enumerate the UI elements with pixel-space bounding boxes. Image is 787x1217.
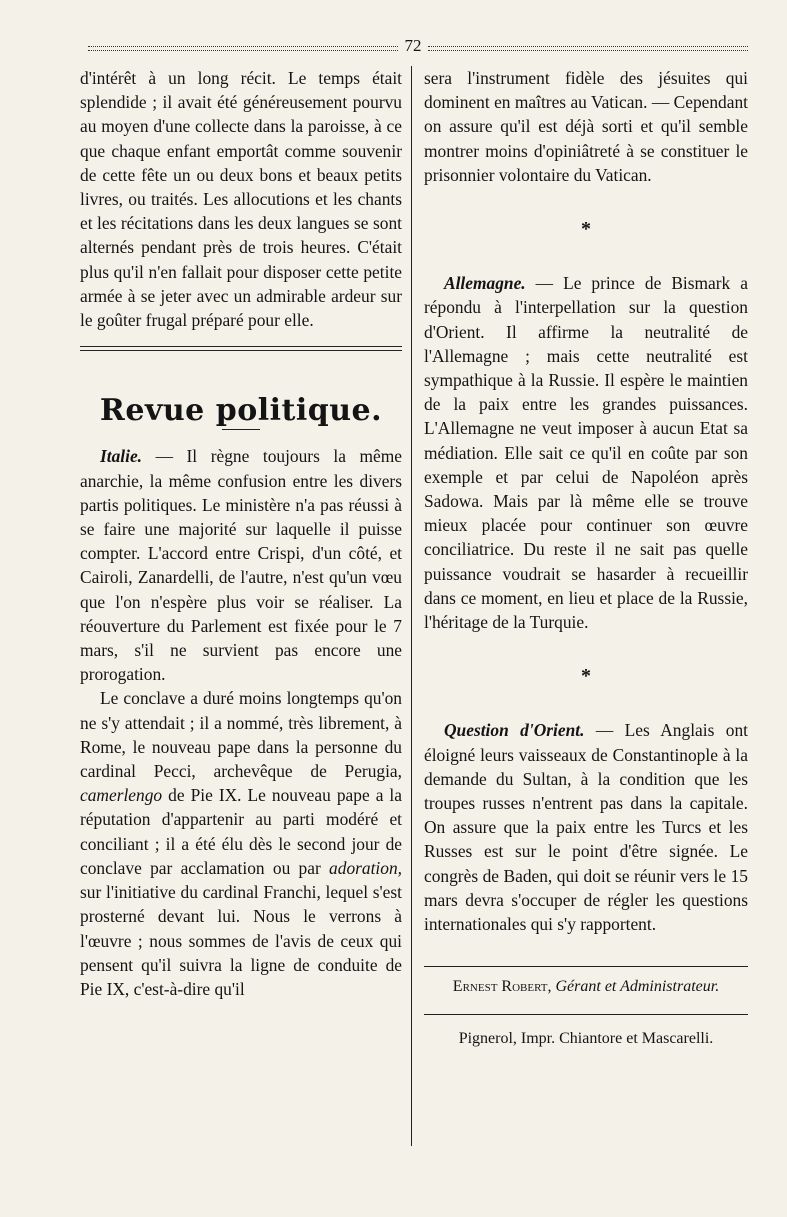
conclave-italic-2: adoration, [329, 857, 402, 878]
asterisk-separator-1: * [581, 218, 591, 241]
header-rule-left [88, 46, 398, 51]
section-title: Revue politique. [99, 393, 383, 429]
page-header [88, 36, 748, 56]
gerant-name: Ernest Robert, [452, 978, 552, 996]
conclave-paragraph [80, 686, 402, 1001]
orient-text: — Les Anglais ont éloigné leurs vaisseaux de Constantinople à la demande du Sultan, à la condition que les troupes russes n'entrent pas dans la capitale. On assure que la paix entre les Turcs et les Russes est sur le point d'être signée. Le congrès de Baden, qui doit se réunir vers le 15 mars devra s'occuper de régler les questions internationales qui s'y rapportent. [424, 720, 748, 935]
header-rule-right [428, 46, 748, 51]
italie-heading: Italie. [100, 446, 143, 467]
intro-paragraph: d'intérêt à un long récit. Le temps était splendide ; il avait été généreusement pourvu au moyen d'une collecte dans la paroisse, à ce que chaque enfant emportât comme souvenir de cette fête un ou deux bons et beaux petits livres, ou traités. Les allocutions et les chants et les récitations dans les deux langues se sont alternés pendant près de trois heures. C'était plus qu'il n'en fallait pour disposer cette petite armée à se jeter avec un admirable ardeur sur le goûter frugal préparé pour elle. [80, 68, 402, 331]
orient-paragraph [424, 718, 748, 936]
conclave-text-3: sur l'initiative du cardinal Franchi, lequel s'est prosterné devant lui. Nous le verrons à l'œuvre ; nous sommes de l'avis de ceux qui pensent qu'il suivra la ligne de conduite de Pie IX, c'est-à-dire qu'il [80, 882, 402, 999]
printer-line: Pignerol, Impr. Chiantore et Mascarelli. [458, 1029, 714, 1047]
italie-paragraph [80, 444, 402, 686]
allemagne-text: — Le prince de Bismark a répondu à l'interpellation sur la question d'Orient. Il affirme la neutralité de l'Allemagne ; mais cette neutralité est sympathique à la Russie. Il espère le maintien de la paix entre les grandes puissances. L'Allemagne ne veut imposer à aucun Etat sa médiation. Elle sait ce qu'il en coûte par son exemple et par celui de Napoléon après Sadowa. Mais par là même elle se trouve mieux placée pour continuer son œuvre conciliatrice. Du reste il ne sait pas quelle puissance voudrait se hasarder à recueillir dans ce moment, en lieu et place de la Russie, l'héritage de la Turquie. [424, 273, 748, 633]
column-divider [411, 66, 412, 1146]
conclave-text-1: Le conclave a duré moins longtemps qu'on ne s'y attendait ; il a nommé, très librement, à Rome, le nouveau pape dans la personne du cardinal Pecci, archevêque de Perugia, [80, 688, 402, 782]
right-column [424, 66, 748, 1051]
footer-rule-bottom [424, 1014, 748, 1015]
section-separator [80, 346, 402, 351]
left-column [80, 66, 402, 1001]
title-dash [222, 429, 260, 430]
orient-heading: Question d'Orient. [444, 720, 585, 741]
gerant-role: Gérant et Administrateur. [555, 978, 720, 996]
allemagne-paragraph [424, 271, 748, 634]
allemagne-heading: Allemagne. [444, 273, 526, 294]
conclave-italic-1: camerlengo [80, 785, 163, 806]
italie-text: — Il règne toujours la même anarchie, la même confusion entre les divers partis politiques. Le ministère n'a pas réussi à se faire une majorité sur laquelle il puisse compter. L'accord entre Crispi, d'un côté, et Cairoli, Zanardelli, de l'autre, n'est qu'un vœu que l'on n'espère plus voir se réaliser. La réouverture du Parlement est fixée pour le 7 mars, s'il ne survient pas encore une prorogation. [80, 446, 402, 685]
footer-rule-top [424, 966, 748, 967]
conclave-text-2: de Pie IX. Le nouveau pape a la réputation d'appartenir au parti modéré et conciliant ; il a été élu dès le second jour de conclave par acclamation ou par [80, 785, 402, 878]
continuation-paragraph: sera l'instrument fidèle des jésuites qui dominent en maîtres au Vatican. — Cependant on assure qu'il est déjà sorti et qu'il semble montrer moins d'opiniâtreté à se constituer le prisonnier volontaire du Vatican. [424, 68, 748, 185]
gerant-line [424, 975, 748, 999]
page-number: 72 [404, 36, 422, 55]
asterisk-separator-2: * [581, 665, 591, 688]
